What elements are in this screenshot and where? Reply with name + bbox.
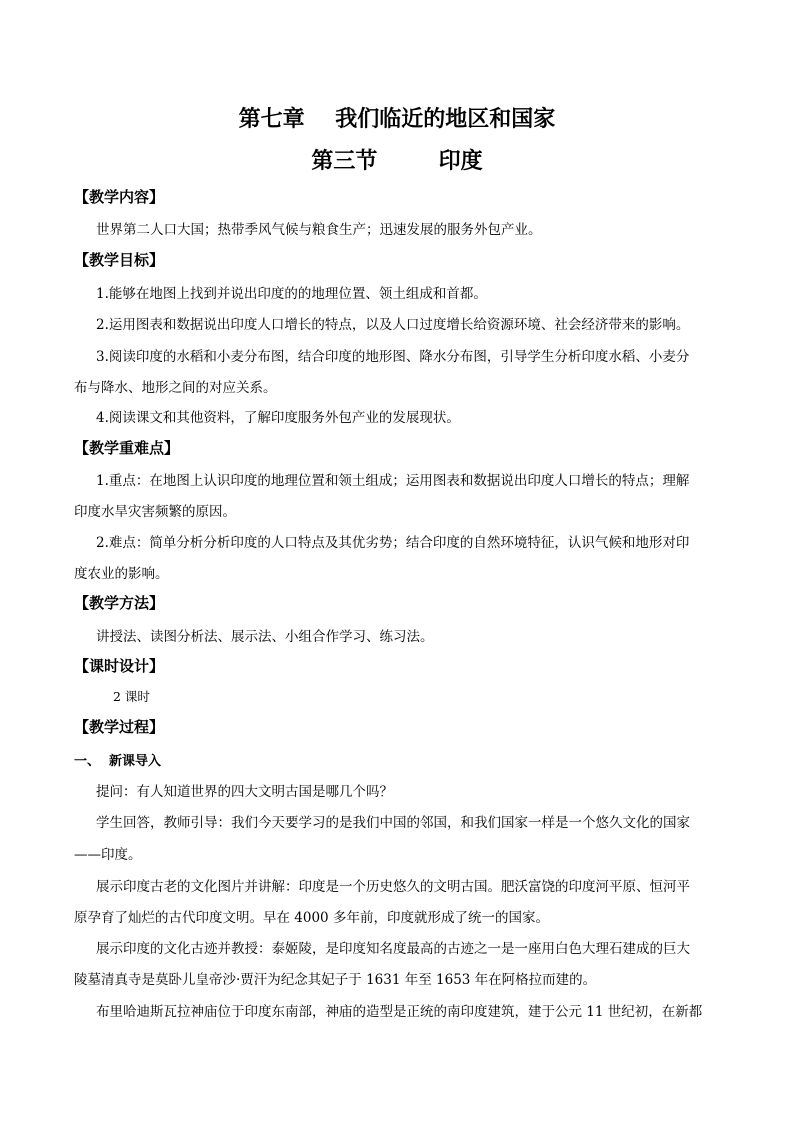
- goal-item-4: 4.阅读课文和其他资料，了解印度服务外包产业的发展现状。: [96, 410, 460, 426]
- process-line-3: ——印度。: [74, 847, 142, 863]
- process-line-4: 展示印度古老的文化图片并讲解：印度是一个历史悠久的文明古国。肥沃富饶的印度河平原、恒河平: [96, 879, 690, 895]
- key-point-2: 2.难点：简单分析分析印度的人口特点及其优劣势；结合印度的自然环境特征，认识气候和地形对印: [96, 535, 690, 551]
- process-line-5: 原孕育了灿烂的古代印度文明。早在 4000 多年前，印度就形成了统一的国家。: [74, 910, 549, 926]
- key-point-1-cont: 印度水旱灾害频繁的原因。: [74, 504, 236, 520]
- section-title: 第三节 印度: [311, 149, 483, 174]
- chapter-title: 第七章 我们临近的地区和国家: [238, 107, 556, 132]
- process-line-6: 展示印度的文化古迹并教授：泰姬陵，是印度知名度最高的古迹之一是一座用白色大理石建成的巨大: [96, 941, 690, 957]
- process-line-1: 提问：有人知道世界的四大文明古国是哪几个吗？: [96, 784, 393, 800]
- goal-item-2: 2.运用图表和数据说出印度人口增长的特点，以及人口过度增长给资源环境、社会经济带来的影响。: [96, 317, 690, 333]
- process-subheading: 一、 新课导入: [74, 754, 162, 769]
- heading-methods: 【教学方法】: [74, 594, 165, 612]
- process-line-2: 学生回答，教师引导：我们今天要学习的是我们中国的邻国，和我们国家一样是一个悠久文化的国家: [96, 815, 690, 831]
- key-point-2-cont: 度农业的影响。: [74, 566, 169, 582]
- heading-goals: 【教学目标】: [74, 251, 165, 269]
- process-line-7: 陵墓清真寺是莫卧儿皇帝沙·贾汗为纪念其妃子于 1631 年至 1653 年在阿格拉而建的。: [74, 972, 597, 988]
- goal-item-3: 3.阅读印度的水稻和小麦分布图，结合印度的地形图、降水分布图，引导学生分析印度水稻、小麦分: [96, 349, 690, 365]
- hours-text: 2 课时: [113, 689, 150, 704]
- key-point-1: 1.重点：在地图上认识印度的地理位置和领土组成；运用图表和数据说出印度人口增长的特点；理解: [96, 473, 690, 489]
- goal-item-1: 1.能够在地图上找到并说出印度的的地理位置、领土组成和首都。: [96, 286, 487, 302]
- goal-item-3-cont: 布与降水、地形之间的对应关系。: [74, 380, 277, 396]
- process-line-8: 布里哈迪斯瓦拉神庙位于印度东南部，神庙的造型是正统的南印度建筑，建于公元 11 世纪初，在新都: [96, 1004, 703, 1020]
- heading-process: 【教学过程】: [74, 718, 165, 736]
- heading-content: 【教学内容】: [74, 188, 165, 206]
- content-text: 世界第二人口大国；热带季风气候与粮食生产；迅速发展的服务外包产业。: [96, 222, 542, 238]
- methods-text: 讲授法、读图分析法、展示法、小组合作学习、练习法。: [96, 629, 434, 645]
- heading-hours: 【课时设计】: [74, 657, 165, 675]
- heading-key-points: 【教学重难点】: [74, 439, 180, 457]
